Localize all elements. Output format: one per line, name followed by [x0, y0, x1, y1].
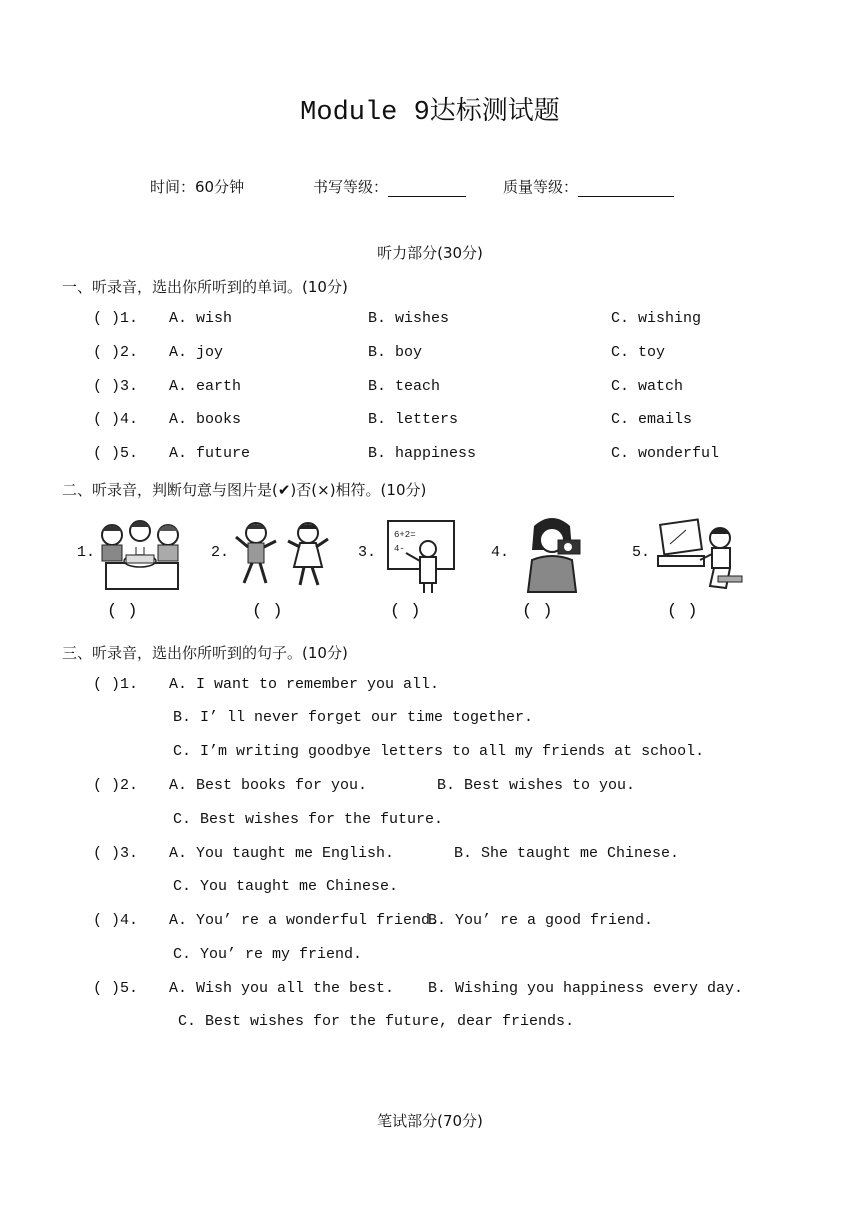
option-b: B. Best wishes to you. [437, 777, 636, 794]
answer-paren[interactable]: ( ) [107, 602, 138, 621]
option-b: B. Wishing you happiness every day. [428, 980, 744, 997]
picture-label: 2. [211, 544, 230, 561]
section3-heading: 三、听录音，选出你所听到的句子。(10分) [62, 644, 348, 662]
option-b: B. teach [368, 378, 441, 395]
camera-photographer-picture [522, 516, 586, 594]
option-b: B. wishes [368, 310, 450, 327]
option-c: C. watch [611, 378, 684, 395]
item-number[interactable]: ( )5. [93, 980, 139, 997]
option-a: A. future [169, 445, 251, 462]
picture-label: 1. [77, 544, 96, 561]
answer-paren[interactable]: ( ) [252, 602, 283, 621]
time-label: 时间：60分钟 [150, 178, 245, 196]
option-c: C. Best wishes for the future. [173, 811, 444, 828]
option-a: A. earth [169, 378, 242, 395]
picture-label: 3. [358, 544, 377, 561]
option-c: C. You taught me Chinese. [173, 878, 399, 895]
title-zh: 达标测试题 [429, 96, 560, 126]
option-a: A. Best books for you. [169, 777, 368, 794]
title-en: Module 9 [300, 98, 430, 128]
option-b: B. letters [368, 411, 459, 428]
item-number[interactable]: ( )3. [93, 378, 139, 395]
option-c: C. wishing [611, 310, 702, 327]
kids-waving-picture [232, 519, 332, 591]
picture-label: 4. [491, 544, 510, 561]
quality-grade-blank[interactable] [578, 182, 674, 197]
option-a: A. joy [169, 344, 224, 361]
item-number[interactable]: ( )2. [93, 777, 139, 794]
item-number[interactable]: ( )5. [93, 445, 139, 462]
option-c: C. I’m writing goodbye letters to all my friends at school. [173, 743, 705, 760]
computer-email-picture [656, 516, 748, 596]
option-a: A. books [169, 411, 242, 428]
section1-heading: 一、听录音，选出你所听到的单词。(10分) [62, 278, 348, 296]
option-c: C. emails [611, 411, 693, 428]
teacher-blackboard-picture [386, 519, 458, 595]
quality-grade [503, 176, 674, 197]
option-c: C. You’ re my friend. [173, 946, 363, 963]
writing-part-title: 笔试部分(70分) [377, 1112, 483, 1130]
item-number[interactable]: ( )3. [93, 845, 139, 862]
answer-paren[interactable]: ( ) [667, 602, 698, 621]
writing-grade-blank[interactable] [388, 182, 466, 197]
option-a: A. You taught me English. [169, 845, 395, 862]
option-b: B. happiness [368, 445, 477, 462]
item-number[interactable]: ( )1. [93, 310, 139, 327]
birthday-cake-picture [96, 517, 186, 593]
option-c: C. toy [611, 344, 666, 361]
page-title [0, 90, 860, 128]
option-a: A. wish [169, 310, 233, 327]
option-a: A. Wish you all the best. [169, 980, 395, 997]
item-number[interactable]: ( )2. [93, 344, 139, 361]
option-b: B. boy [368, 344, 423, 361]
option-a: A. You’ re a wonderful friend. [169, 912, 440, 929]
answer-paren[interactable]: ( ) [522, 602, 553, 621]
option-b: B. You’ re a good friend. [428, 912, 654, 929]
quality-grade-label: 质量等级： [503, 178, 579, 196]
section2-heading: 二、听录音，判断句意与图片是(✔)否(×)相符。(10分) [62, 481, 427, 499]
picture-label: 5. [632, 544, 651, 561]
option-a: A. I want to remember you all. [169, 676, 440, 693]
listening-part-title: 听力部分(30分) [377, 244, 483, 262]
item-number[interactable]: ( )4. [93, 411, 139, 428]
item-number[interactable]: ( )4. [93, 912, 139, 929]
svg-text:6+2=: 6+2= [394, 530, 416, 540]
option-b: B. I’ ll never forget our time together. [173, 709, 534, 726]
item-number[interactable]: ( )1. [93, 676, 139, 693]
writing-grade [313, 176, 466, 197]
answer-paren[interactable]: ( ) [390, 602, 421, 621]
svg-text:4-: 4- [394, 544, 405, 554]
option-c: C. Best wishes for the future, dear friends. [178, 1013, 575, 1030]
option-b: B. She taught me Chinese. [454, 845, 680, 862]
option-c: C. wonderful [611, 445, 720, 462]
writing-grade-label: 书写等级： [313, 178, 389, 196]
